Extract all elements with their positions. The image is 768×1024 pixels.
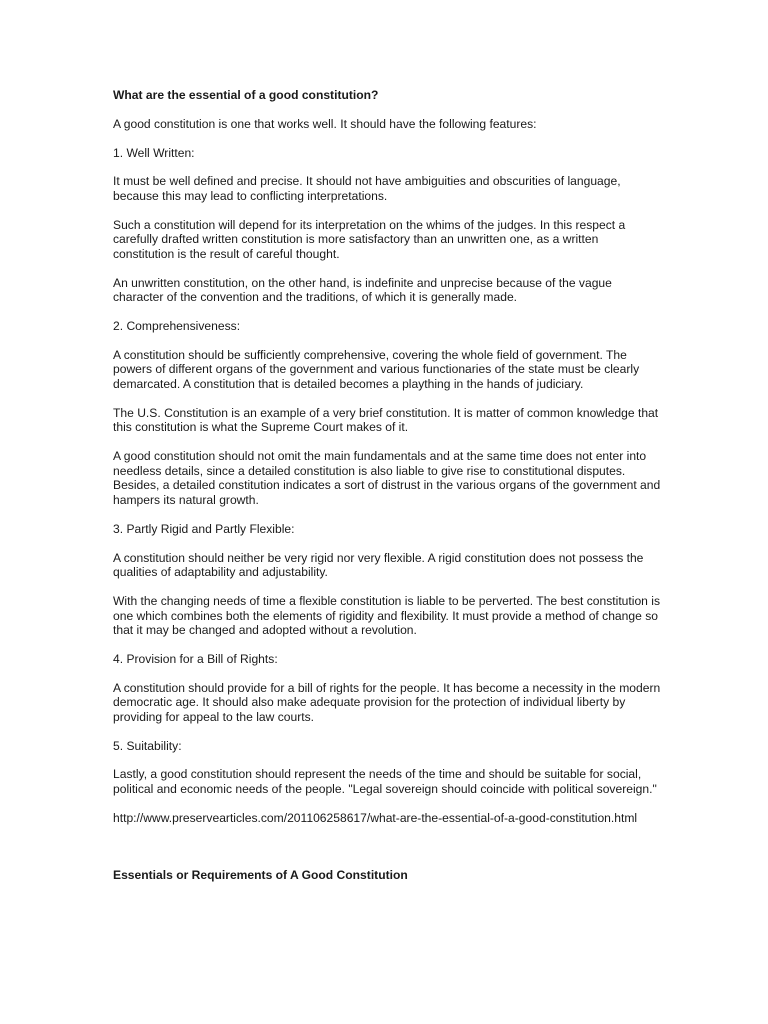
next-section-heading: Essentials or Requirements of A Good Constitution [113,868,408,883]
paragraph: It must be well defined and precise. It should not have ambiguities and obscurities of language, because this may lead to conflicting interpretations. [113,174,621,203]
source-url: http://www.preservearticles.com/201106258617/what-are-the-essential-of-a-good-constitution.html [113,810,638,825]
paragraph: The U.S. Constitution is an example of a very brief constitution. It is matter of common knowledge that this constitution is what the Supreme Court makes of it. [113,405,659,435]
section-heading-comprehensiveness: 2. Comprehensiveness: [113,319,241,334]
paragraph: Such a constitution will depend for its interpretation on the whims of the judges. In this respect a carefully drafted written constitution is more satisfactory than an unwritten one, as a written constitution is the result of careful thought. [113,217,626,261]
section-heading-well-written: 1. Well Written: [113,145,195,160]
paragraph: A constitution should be sufficiently comprehensive, covering the whole field of government. The powers of different organs of the government and various functionaries of the state must be clearly demarcated. A constitution that is detailed becomes a plaything in the hands of judiciary. [113,347,640,392]
paragraph: A constitution should neither be very rigid nor very flexible. A rigid constitution does not possess the qualities of adaptability and adjustability. [113,550,644,580]
section-heading-rigid-flexible: 3. Partly Rigid and Partly Flexible: [113,521,295,536]
intro-paragraph: A good constitution is one that works well. It should have the following features: [113,116,537,131]
section-heading-suitability: 5. Suitability: [113,738,182,753]
paragraph: Lastly, a good constitution should represent the needs of the time and should be suitable for social, political and economic needs of the people. "Legal sovereign should coincide with political sovereign." [113,767,657,796]
document-page [113,88,661,897]
paragraph: With the changing needs of time a flexible constitution is liable to be perverted. The best constitution is one which combines both the elements of rigidity and flexibility. It must provide a method of change so that it may be changed and adopted without a revolution. [113,593,660,638]
paragraph: A good constitution should not omit the main fundamentals and at the same time does not enter into needless details, since a detailed constitution is also liable to give rise to constitutional disputes. Besides, a detailed constitution indicates a sort of distrust in the various organs of the government and hampers its natural growth. [113,449,661,507]
paragraph: An unwritten constitution, on the other hand, is indefinite and unprecise because of the vague character of the convention and the traditions, of which it is generally made. [113,275,612,305]
document-title: What are the essential of a good constitution? [113,88,379,102]
paragraph: A constitution should provide for a bill of rights for the people. It has become a necessity in the modern democratic age. It should also make adequate provision for the protection of individual liberty by providing for appeal to the law courts. [113,680,661,724]
section-heading-bill-of-rights: 4. Provision for a Bill of Rights: [113,651,278,666]
